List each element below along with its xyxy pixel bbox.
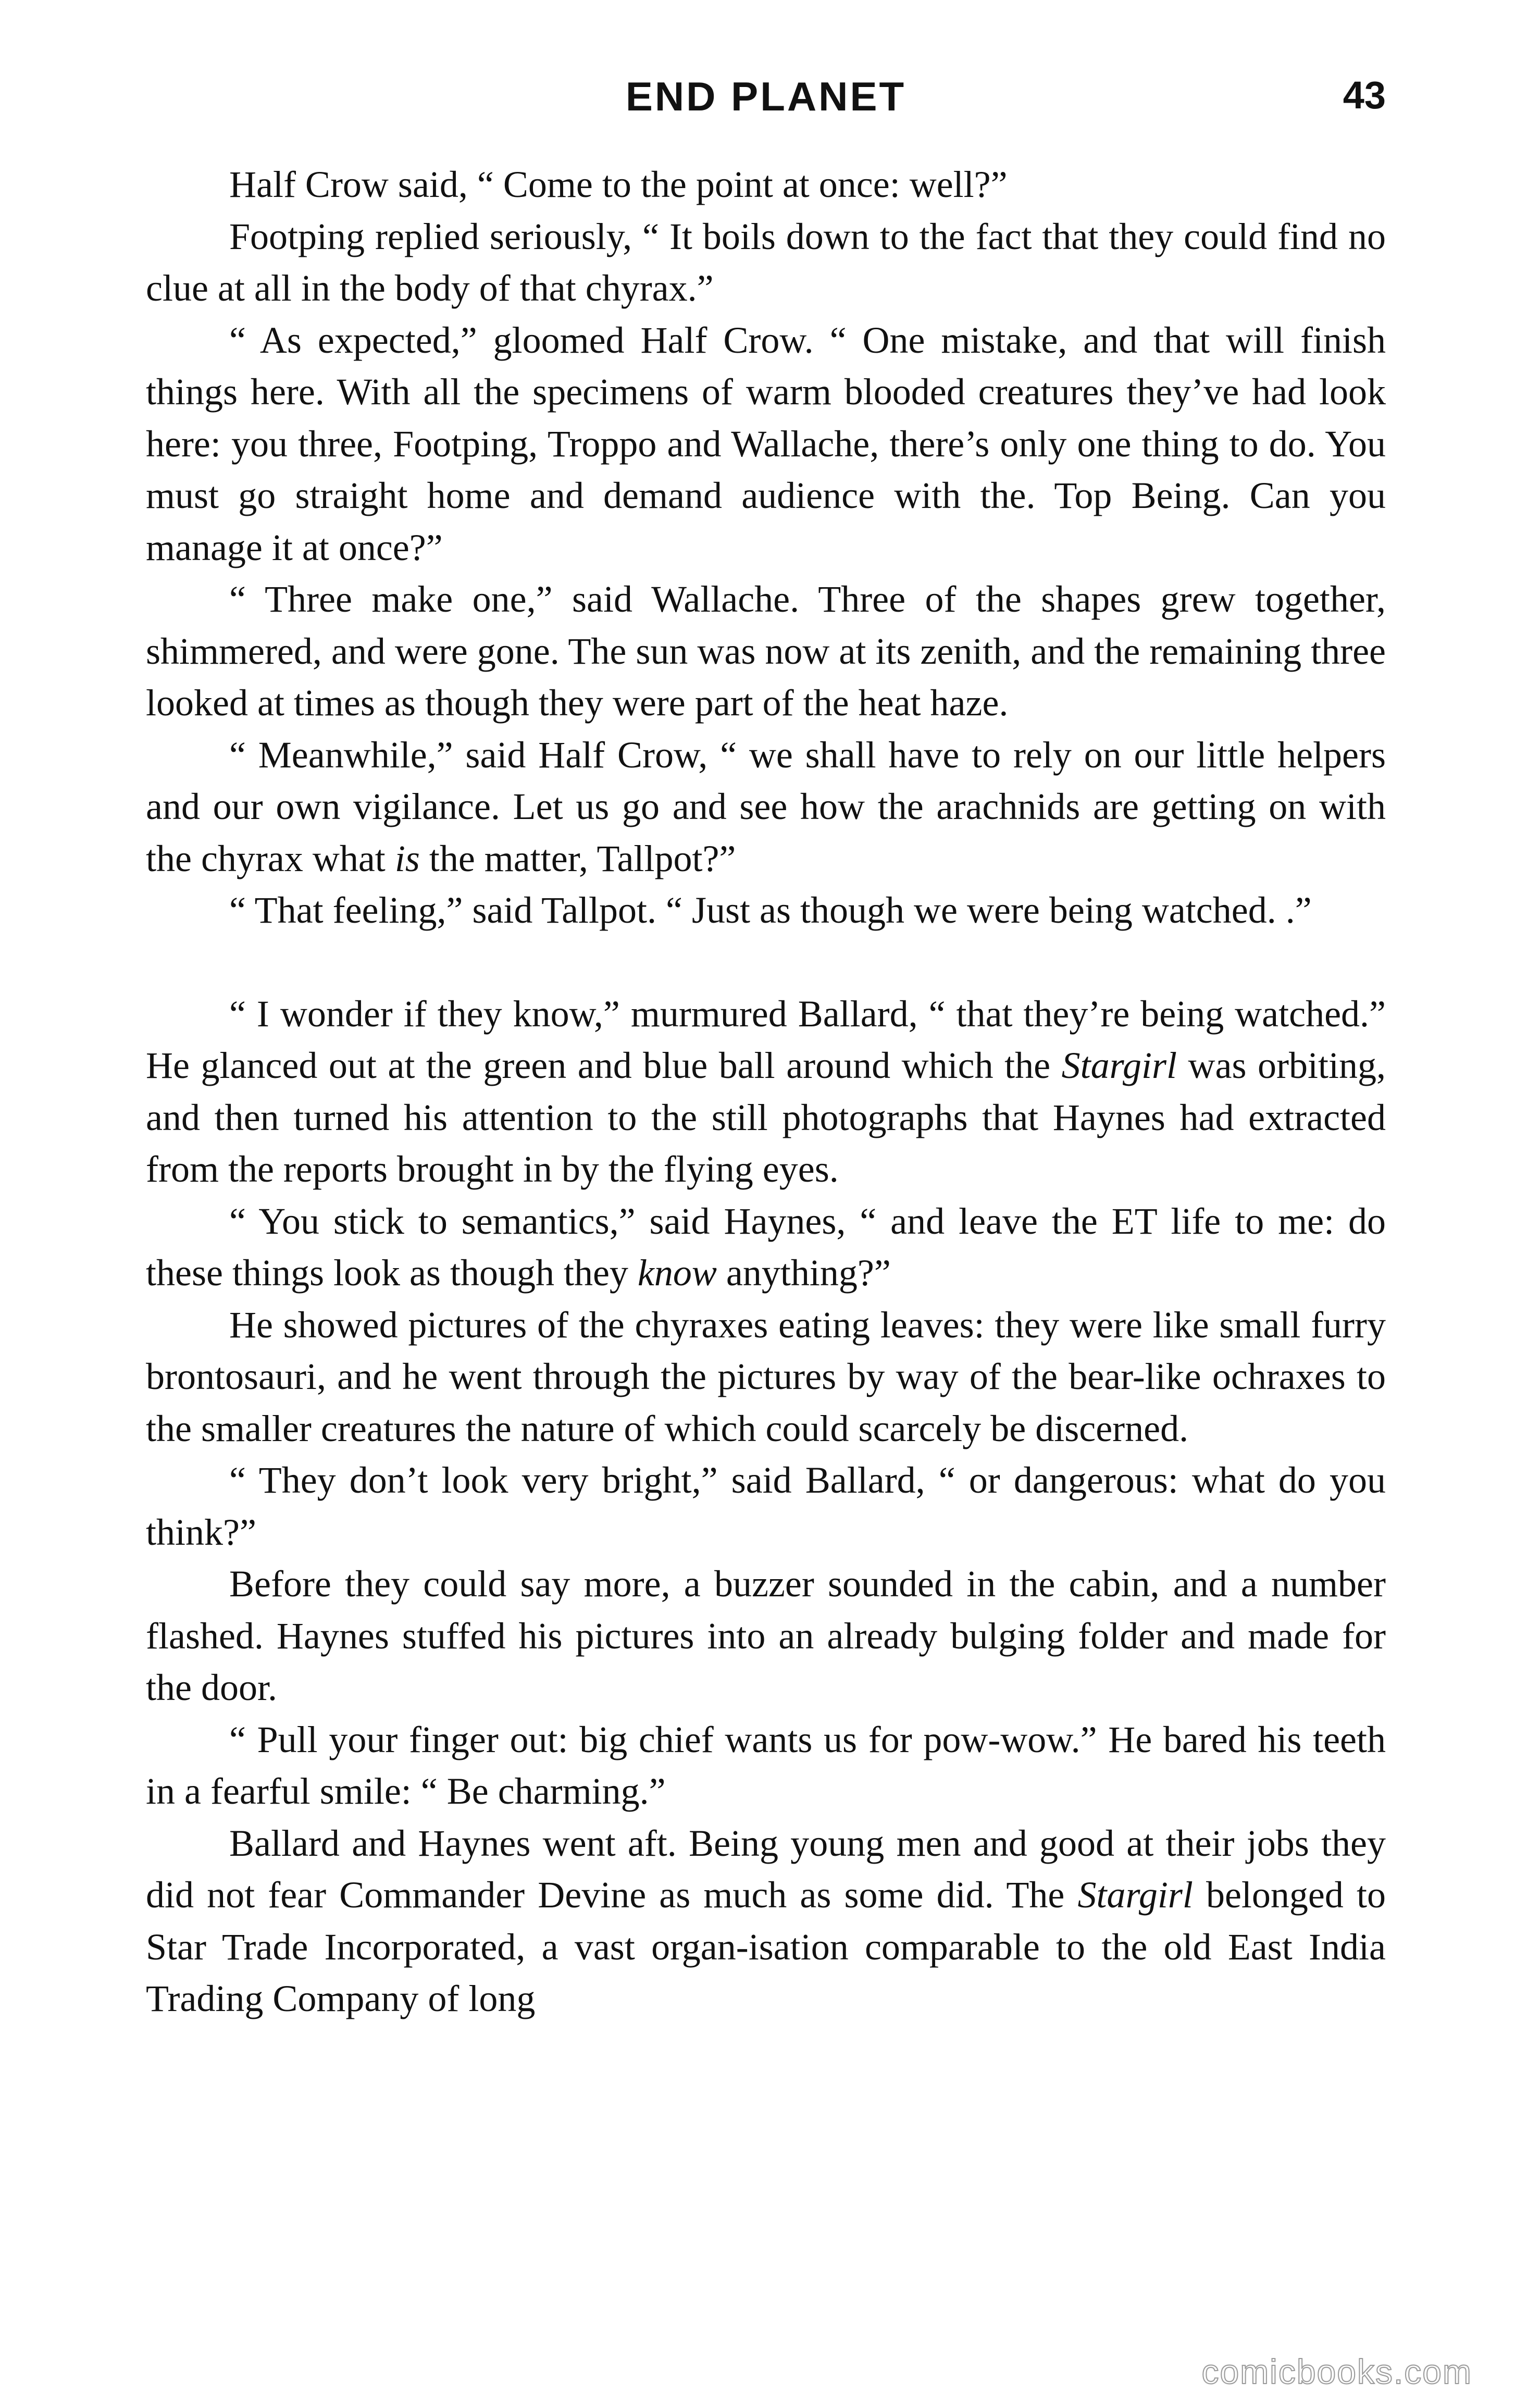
section-break — [146, 937, 1386, 988]
paragraph-emphasis: Stargirl — [1061, 1045, 1177, 1086]
paragraph — [146, 1818, 1386, 2025]
paragraph: “ They don’t look very bright,” said Ballard, “ or dangerous: what do you think?” — [146, 1459, 1386, 1553]
paragraph: “ Pull your finger out: big chief wants us for pow-wow.” He bared his teeth in a fearful smile: “ Be charming.” — [146, 1718, 1386, 1812]
paragraph-text: was orbiting, and then turned his attention to the still photographs that Haynes had extracted from the reports brought in by the flying eyes. — [146, 1045, 1386, 1190]
paragraph: He showed pictures of the chyraxes eating leaves: they were like small furry brontosauri, and he went through the pictures by way of the bear-like ochraxes to the smaller creatures the nature of which could scarcely be discerned. — [146, 1304, 1386, 1449]
paragraph-text: the matter, Tallpot?” — [419, 837, 736, 879]
paragraph — [146, 1196, 1386, 1299]
page-body — [146, 159, 1386, 2025]
paragraph: Footping replied seriously, “ It boils down to the fact that they could find no clue at all in the body of that chyrax.” — [146, 215, 1386, 309]
paragraph-emphasis: Stargirl — [1077, 1874, 1193, 1916]
paragraph: “ As expected,” gloomed Half Crow. “ One mistake, and that will finish things here. With all the specimens of warm blooded creatures they’ve had look here: you three, Footping, Troppo and Wallache, there’s only one thing to do. You must go straight home and demand audience with the. Top Being. Can you manage it at once?” — [146, 319, 1386, 568]
paragraph: Before they could say more, a buzzer sounded in the cabin, and a number flashed. Haynes stuffed his pictures into an already bulging folder and made for the door. — [146, 1563, 1386, 1708]
paragraph-emphasis: know — [637, 1252, 717, 1294]
paragraph-text: “ I wonder if they know,” murmured Ballard, “ that they’re being watched.” He glanced out at the green and blue ball around which the — [146, 992, 1386, 1086]
watermark: comicbooks.com — [1201, 2352, 1472, 2391]
paragraph-text: “ You stick to semantics,” said Haynes, “ and leave the ET life to me: do these things look as though they — [146, 1200, 1386, 1294]
paragraph — [146, 988, 1386, 1196]
paragraph: “ That feeling,” said Tallpot. “ Just as though we were being watched. .” — [229, 889, 1312, 931]
paragraph — [146, 729, 1386, 885]
paragraph: Half Crow said, “ Come to the point at once: well?” — [229, 164, 1008, 205]
running-head: END PLANET — [625, 73, 906, 119]
paragraph: “ Three make one,” said Wallache. Three of the shapes grew together, shimmered, and were gone. The sun was now at its zenith, and the remaining three looked at times as though they were part of the heat haze. — [146, 578, 1386, 724]
paragraph-text: “ Meanwhile,” said Half Crow, “ we shall have to rely on our little helpers and our own vigilance. Let us go and see how the arachnids are getting on with the chyrax what — [146, 734, 1386, 879]
paragraph-emphasis: is — [394, 837, 420, 879]
paragraph-text: anything?” — [716, 1252, 891, 1294]
paragraph-text: Ballard and Haynes went aft. Being young men and good at their jobs they did not fear Commander Devine as much as some did. The — [146, 1822, 1386, 1916]
paragraph-text: belonged to Star Trade Incorporated, a vast organ-isation comparable to the old East India Trading Company of long — [146, 1874, 1386, 2019]
page-header — [146, 73, 1386, 130]
page-number: 43 — [1343, 73, 1386, 117]
